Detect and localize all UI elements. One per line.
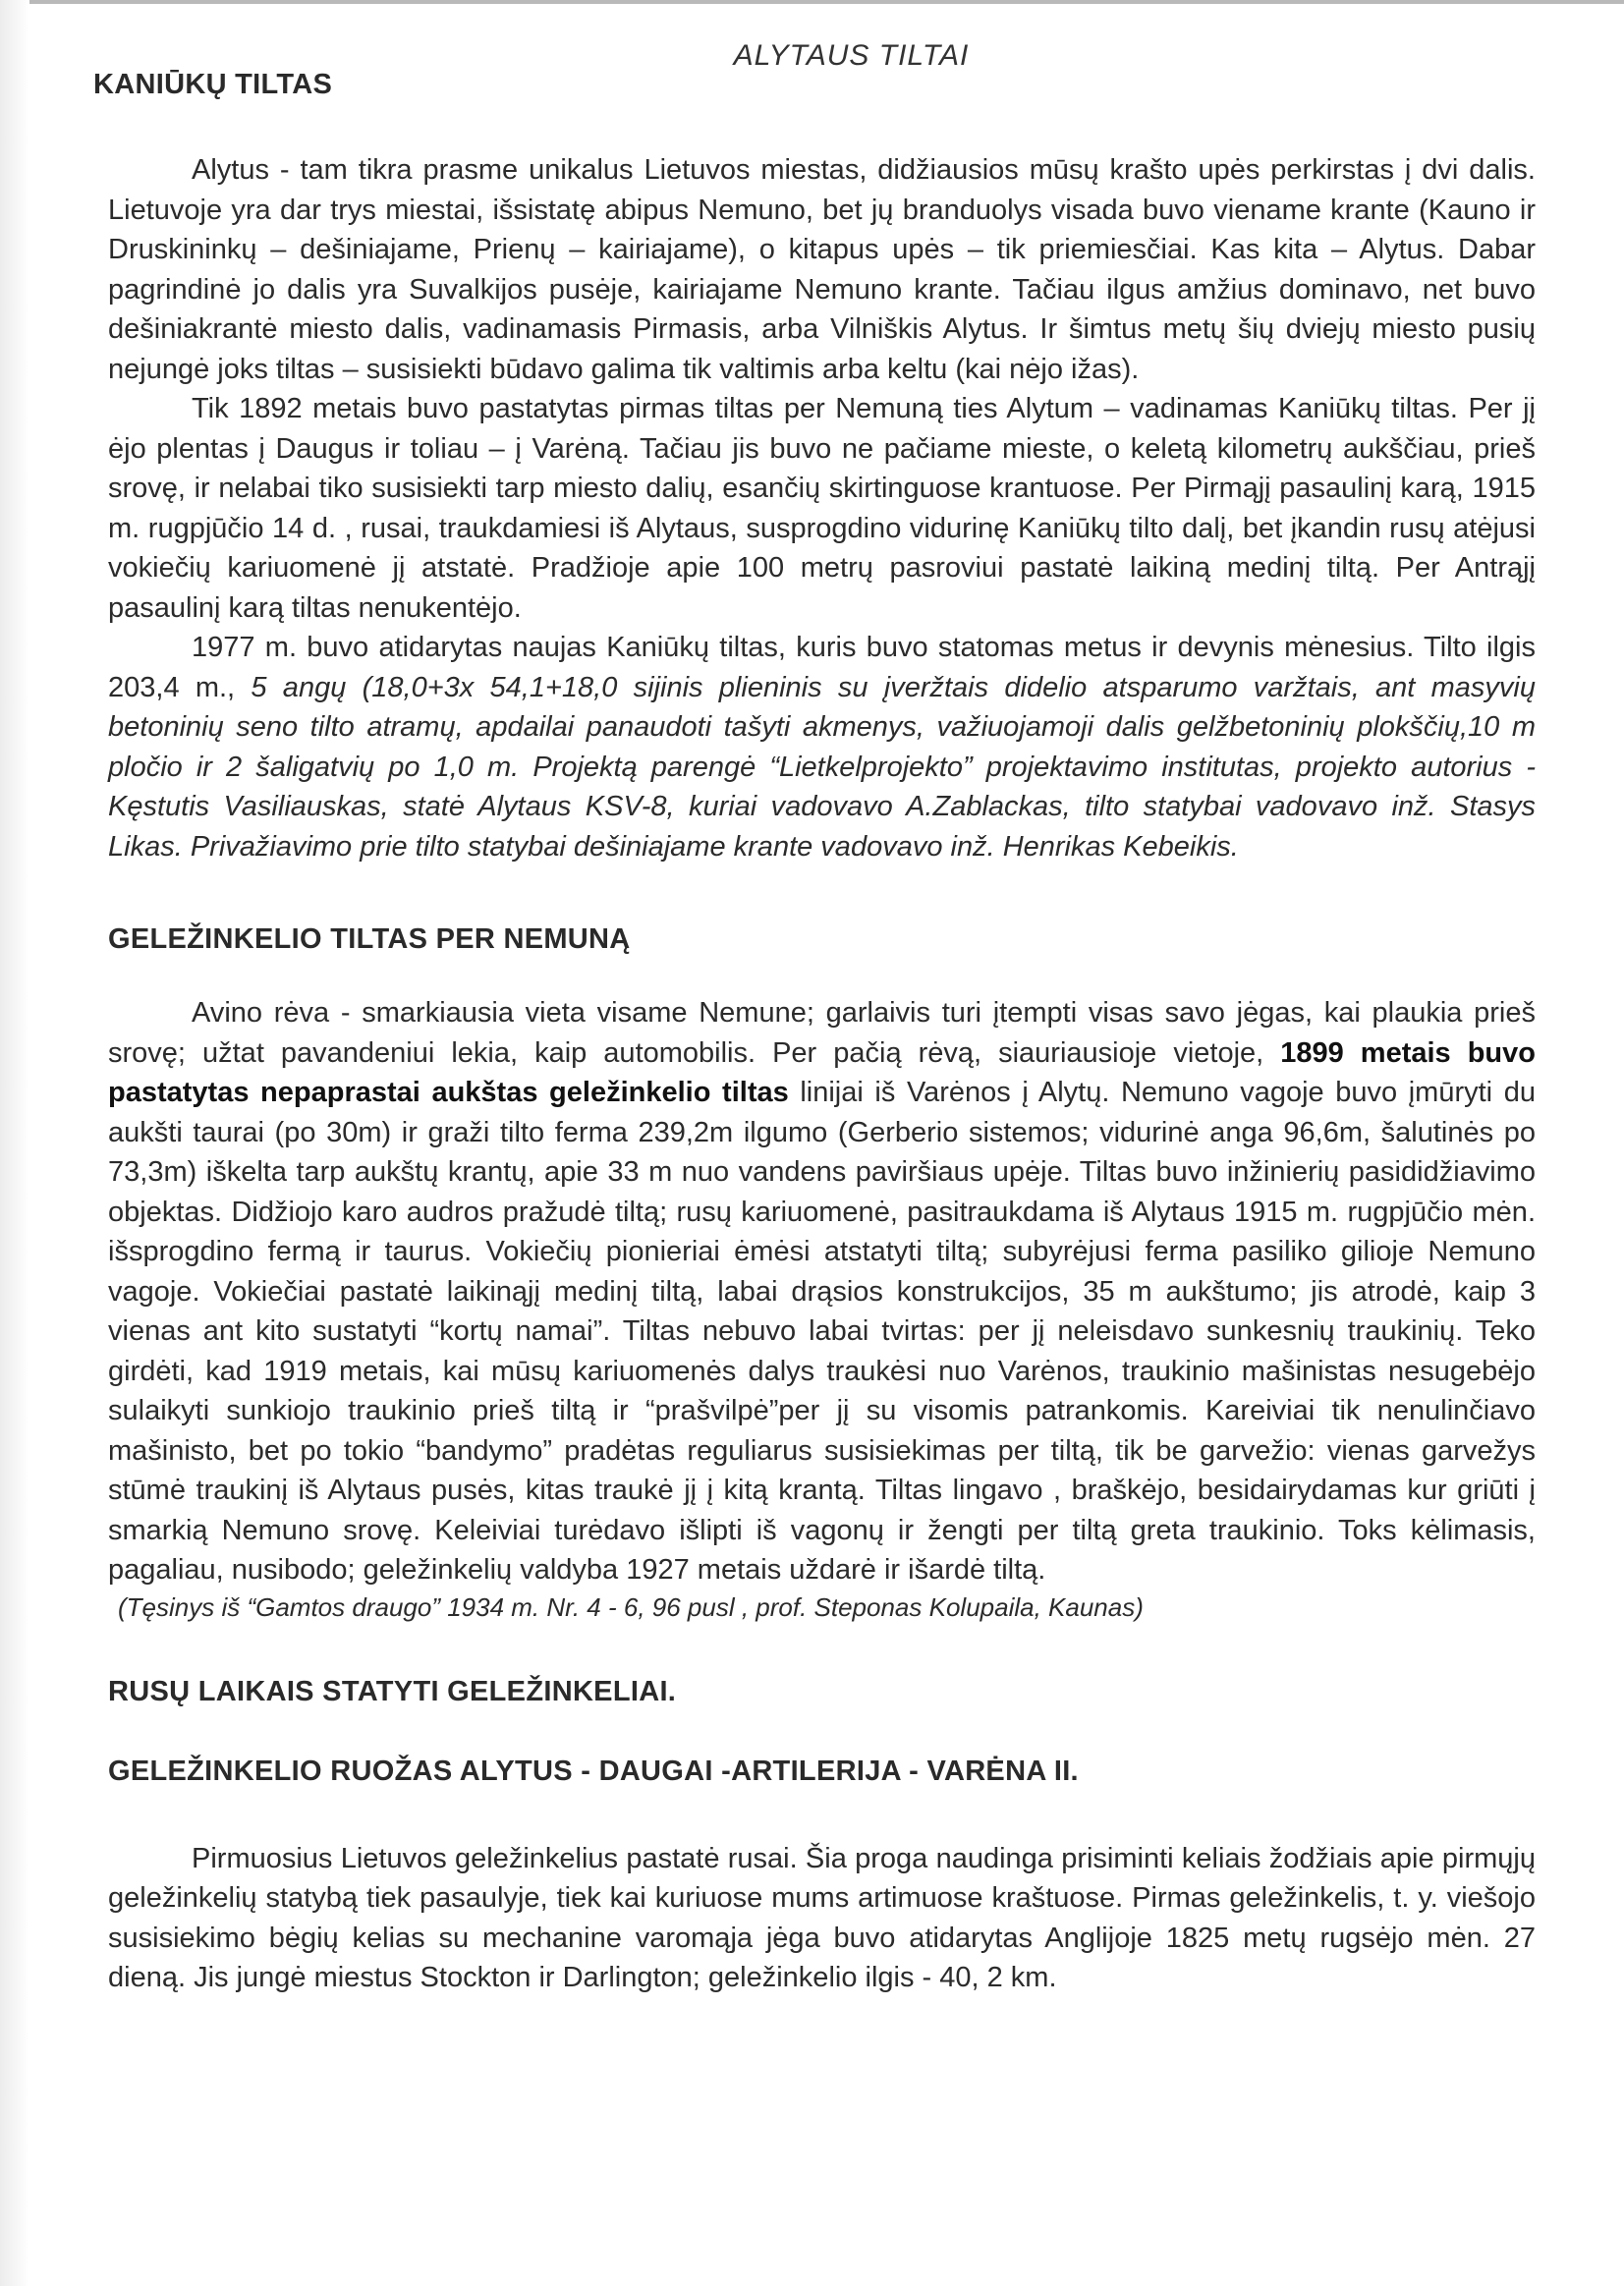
heading-kaniuku-tiltas: KANIŪKŲ TILTAS	[93, 69, 333, 100]
heading-rusu-laikais: RUSŲ LAIKAIS STATYTI GELEŽINKELIAI.	[108, 1675, 677, 1707]
paragraph: Alytus - tam tikra prasme unikalus Lietuvos miestas, didžiausios mūsų krašto upės perkirstas į dvi dalis. Lietuvoje yra dar trys miestai, išsistatę abipus Nemuno, bet jų branduolys visada buvo viename krante (Kauno ir Druskininkų – dešiniajame, Prienų – kairiajame), o kitapus upės – tik priemiesčiai. Kas kita – Alytus. Dabar pagrindinė jo dalis yra Suvalkijos pusėje, kairiajame Nemuno krante. Tačiau ilgus amžius dominavo, net buvo dešiniakrantė miesto dalis, vadinamasis Pirmasis, arba Vilniškis Alytus. Ir šimtus metų šių dviejų miesto pusių nejungė joks tiltas – susisiekti būdavo galima tik valtimis arba keltu (kai nėjo ižas).	[108, 154, 1536, 385]
scan-left-edge	[0, 0, 29, 2286]
heading-gelezinkelio-tiltas: GELEŽINKELIO TILTAS PER NEMUNĄ	[108, 923, 631, 955]
source-citation: (Tęsinys iš “Gamtos draugo” 1934 m. Nr. 4 - 6, 96 pusl , prof. Steponas Kolupaila, Kaunas)	[118, 1591, 1144, 1622]
heading-gelezinkelio-ruozas: GELEŽINKELIO RUOŽAS ALYTUS - DAUGAI -ARTILERIJA - VARĖNA II.	[108, 1755, 1079, 1787]
section-kaniuku	[108, 150, 1536, 866]
paragraph-text: linijai iš Varėnos į Alytų. Nemuno vagoje buvo įmūryti du aukšti taurai (po 30m) ir graži tilto ferma 239,2m ilgumo (Gerberio sistemos; vidurinė anga 96,6m, šalutinės po 73,3m) iškelta tarp aukštų krantų, apie 33 m nuo vandens paviršiaus upėje. Tiltas buvo inžinierių pasididžiavimo objektas. Didžiojo karo audros pražudė tiltą; rusų kariuomenė, pasitraukdama iš Alytaus 1915 m. rugpjūčio mėn. išsprogdino fermą ir taurus. Vokiečių pionieriai ėmėsi atstatyti tiltą; subyrėjusi ferma pasiliko gilioje Nemuno vagoje. Vokiečiai pastatė laikinąjį medinį tiltą, labai drąsios konstrukcijos, 35 m aukštumo; jis atrodė, kaip 3 vienas ant kito sustatyti “kortų namai”. Tiltas nebuvo labai tvirtas: per jį neleisdavo sunkesnių traukinių. Teko girdėti, kad 1919 metais, kai mūsų kariuomenės dalys traukėsi nuo Varėnos, traukinio mašinistas nesugebėjo sulaikyti sunkiojo traukinio prieš tiltą ir “prašvilpė”per jį su visomis patrankomis. Kareiviai tik nenulinčiavo mašinisto, bet po tokio “bandymo” pradėtas reguliarus susisiekimas per tiltą, tik be garvežio: vienas garvežys stūmė traukinį iš Alytaus pusės, kitas traukė jį į kitą krantą. Tiltas lingavo , braškėjo, besidairydamas kur griūti į smarkią Nemuno srovę. Keleiviai turėdavo išlipti iš vagonų ir žengti per tiltą greta traukinio. Toks kėlimasis, pagaliau, nusibodo; geležinkelių valdyba 1927 metais uždarė ir išardė tiltą.	[108, 1077, 1536, 1586]
paragraph-text: Avino rėva - smarkiausia vieta visame Nemune; garlaivis turi įtempti visas savo jėgas, kai plaukia prieš srovę; užtat pavandeniui lekia, kaip automobilis. Per pačią rėvą, siauriausioje vietoje,	[108, 997, 1536, 1069]
section-gelezinkelio-tiltas	[108, 993, 1536, 1623]
paragraph	[108, 993, 1536, 1590]
paragraph: Pirmuosius Lietuvos geležinkelius pastatė rusai. Šia proga naudinga prisiminti keliais žodžiais apie pirmųjų geležinkelių statybą tiek pasaulyje, tiek kai kuriuose mums artimuose kraštuose. Pirmas geležinkelis, t. y. viešojo susisiekimo bėgių kelias su mechanine varomąja jėga buvo atidarytas Anglijoje 1825 metų rugsėjo mėn. 27 dieną. Jis jungė miestus Stockton ir Darlington; geležinkelio ilgis - 40, 2 km.	[108, 1842, 1536, 1993]
paragraph: Tik 1892 metais buvo pastatytas pirmas tiltas per Nemuną ties Alytum – vadinamas Kaniūkų tiltas. Per jį ėjo plentas į Daugus ir toliau – į Varėną. Tačiau jis buvo ne pačiame mieste, o keletą kilometrų aukščiau, prieš srovę, ir nelabai tiko susisiekti tarp miesto dalių, esančių skirtinguose krantuose. Per Pirmąjį pasaulinį karą, 1915 m. rugpjūčio 14 d. , rusai, traukdamiesi iš Alytaus, susprogdino vidurinę Kaniūkų tilto dalį, bet įkandin rusų atėjusi vokiečių kariuomenė jį atstatė. Pradžioje apie 100 metrų pasroviui pastatė laikiną medinį tiltą. Per Antrąjį pasaulinį karą tiltas nenukentėjo.	[108, 393, 1536, 624]
document-title: ALYTAUS TILTAI	[733, 39, 970, 72]
section-gelezinkelio-ruozas	[108, 1839, 1536, 1998]
paragraph-text: 1977 m. buvo atidarytas naujas Kaniūkų tiltas, kuris buvo statomas metus ir devynis mėnesius. Tilto ilgis 203,4 m.,	[108, 632, 1536, 703]
bold-text: 1899 metais buvo pastatytas nepaprastai aukštas geležinkelio tiltas	[108, 1036, 1536, 1108]
paragraph	[108, 628, 1536, 866]
italic-text: 5 angų (18,0+3x 54,1+18,0 sijinis plieninis su įveržtais didelio atsparumo varžtais, ant masyvių betoninių seno tilto atramų, apdailai panaudoti tašyti akmenys, važiuojamoji dalis gelžbetoninių plokščių,10 m pločio ir 2 šaligatvių po 1,0 m. Projektą parengė “Lietkelprojekto” projektavimo institutas, projekto autorius - Kęstutis Vasiliauskas, statė Alytaus KSV-8, kuriai vadovavo A.Zablackas, tilto statybai vadovavo inž. Stasys Likas. Privažiavimo prie tilto statybai dešiniajame krante vadovavo inž. Henrikas Kebeikis.	[108, 671, 1536, 863]
top-border	[0, 0, 1624, 4]
